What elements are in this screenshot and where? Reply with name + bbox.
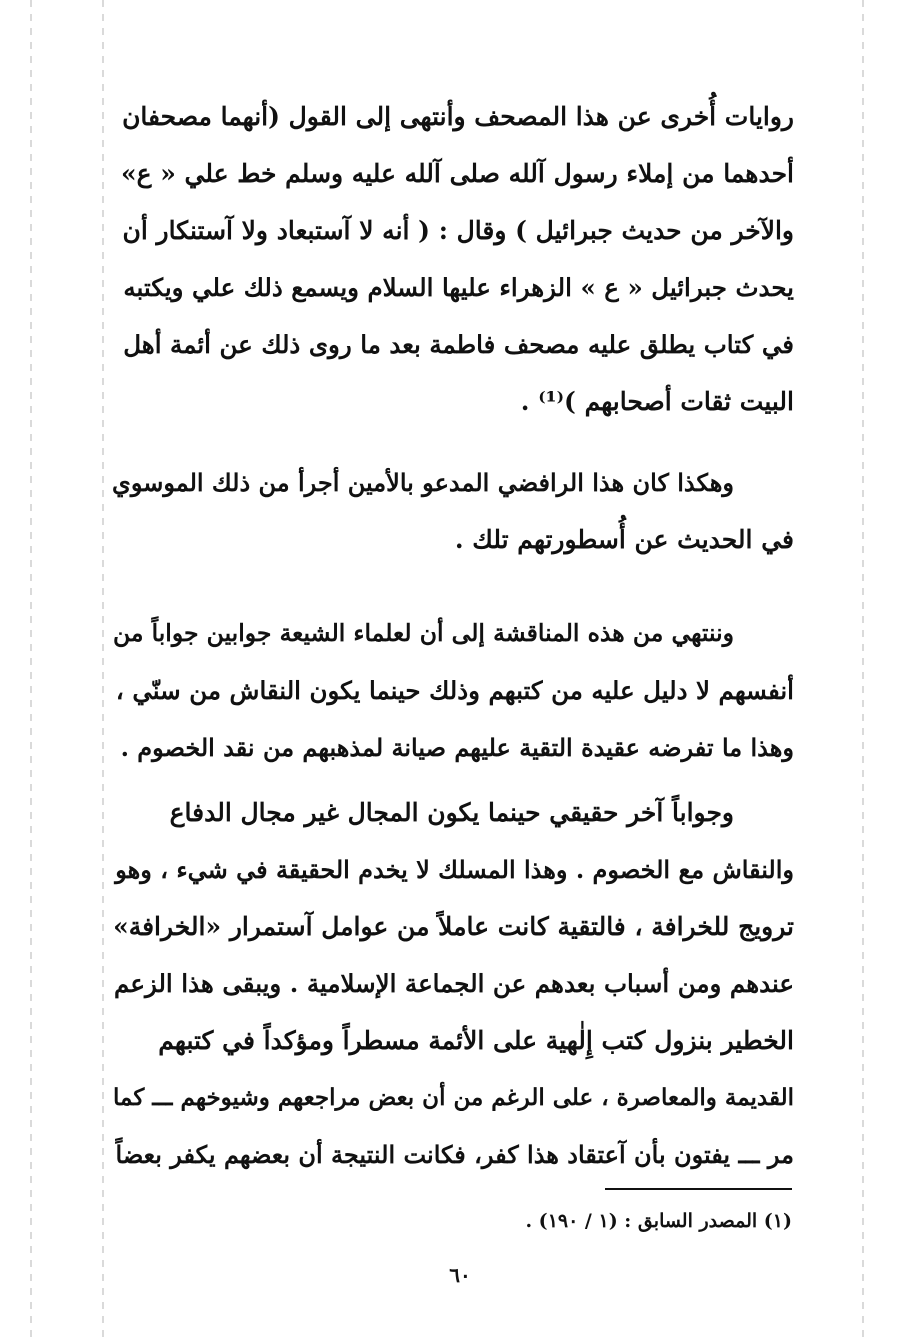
text-line: البيت ثقات أصحابهم )⁽¹⁾ .: [520, 387, 794, 416]
text-line: وننتهي من هذه المناقشة إلى أن لعلماء الشيعة جوابين جواباً من: [112, 619, 734, 647]
paragraph-3: [112, 605, 794, 776]
scan-edge-dots: [102, 0, 104, 1340]
text-line: عندهم ومن أسباب بعدهم عن الجماعة الإسلامية . ويبقى هذا الزعم: [114, 969, 794, 998]
text-line: والآخر من حديث جبرائيل ) وقال : ( أنه لا آستبعاد ولا آستنكار أن: [122, 216, 794, 245]
paragraph-4: [112, 784, 794, 1183]
text-line: القديمة والمعاصرة ، على الرغم من أن بعض مراجعهم وشيوخهم ـــ كما: [113, 1084, 794, 1111]
text-line: في الحديث عن أُسطورتهم تلك .: [454, 525, 794, 554]
page-number: ٦٠: [449, 1263, 471, 1287]
text-line: والنقاش مع الخصوم . وهذا المسلك لا يخدم الحقيقة في شيء ، وهو: [115, 855, 794, 884]
text-line: روايات أُخرى عن هذا المصحف وأنتهى إلى القول (أنهما مصحفان: [122, 102, 794, 131]
paragraph-2: [112, 454, 794, 568]
text-line: وجواباً آخر حقيقي حينما يكون المجال غير مجال الدفاع: [169, 798, 734, 827]
text-line: يحدث جبرائيل « ع » الزهراء عليها السلام ويسمع ذلك علي ويكتبه: [123, 273, 794, 302]
text-line: أحدهما من إملاء رسول آلله صلى آلله عليه وسلم خط علي « ع»: [120, 159, 794, 188]
text-line: الخطير بنزول كتب إِلٰهية على الأئمة مسطراً ومؤكداً في كتبهم: [158, 1026, 794, 1055]
footnote: (١) المصدر السابق : (١ / ١٩٠) .: [525, 1210, 792, 1232]
text-line: مر ـــ يفتون بأن آعتقاد هذا كفر، فكانت النتيجة أن بعضهم يكفر بعضاً: [115, 1140, 794, 1169]
text-line: أنفسهم لا دليل عليه من كتبهم وذلك حينما يكون النقاش من سنّي ،: [115, 676, 794, 705]
text-line: وهذا ما تفرضه عقيدة التقية عليهم صيانة لمذهبهم من نقد الخصوم .: [120, 733, 794, 762]
paragraph-1: [112, 88, 794, 430]
text-line: وهكذا كان هذا الرافضي المدعو بالأمين أجرأ من ذلك الموسوي: [112, 468, 734, 497]
footnote-divider: [605, 1188, 792, 1190]
scan-edge-dots: [30, 0, 32, 1340]
scan-edge-dots: [862, 0, 864, 1340]
text-line: في كتاب يطلق عليه مصحف فاطمة بعد ما روى ذلك عن أئمة أهل: [123, 330, 794, 359]
text-line: ترويج للخرافة ، فالتقية كانت عاملاً من عوامل آستمرار «الخرافة»: [113, 912, 794, 941]
